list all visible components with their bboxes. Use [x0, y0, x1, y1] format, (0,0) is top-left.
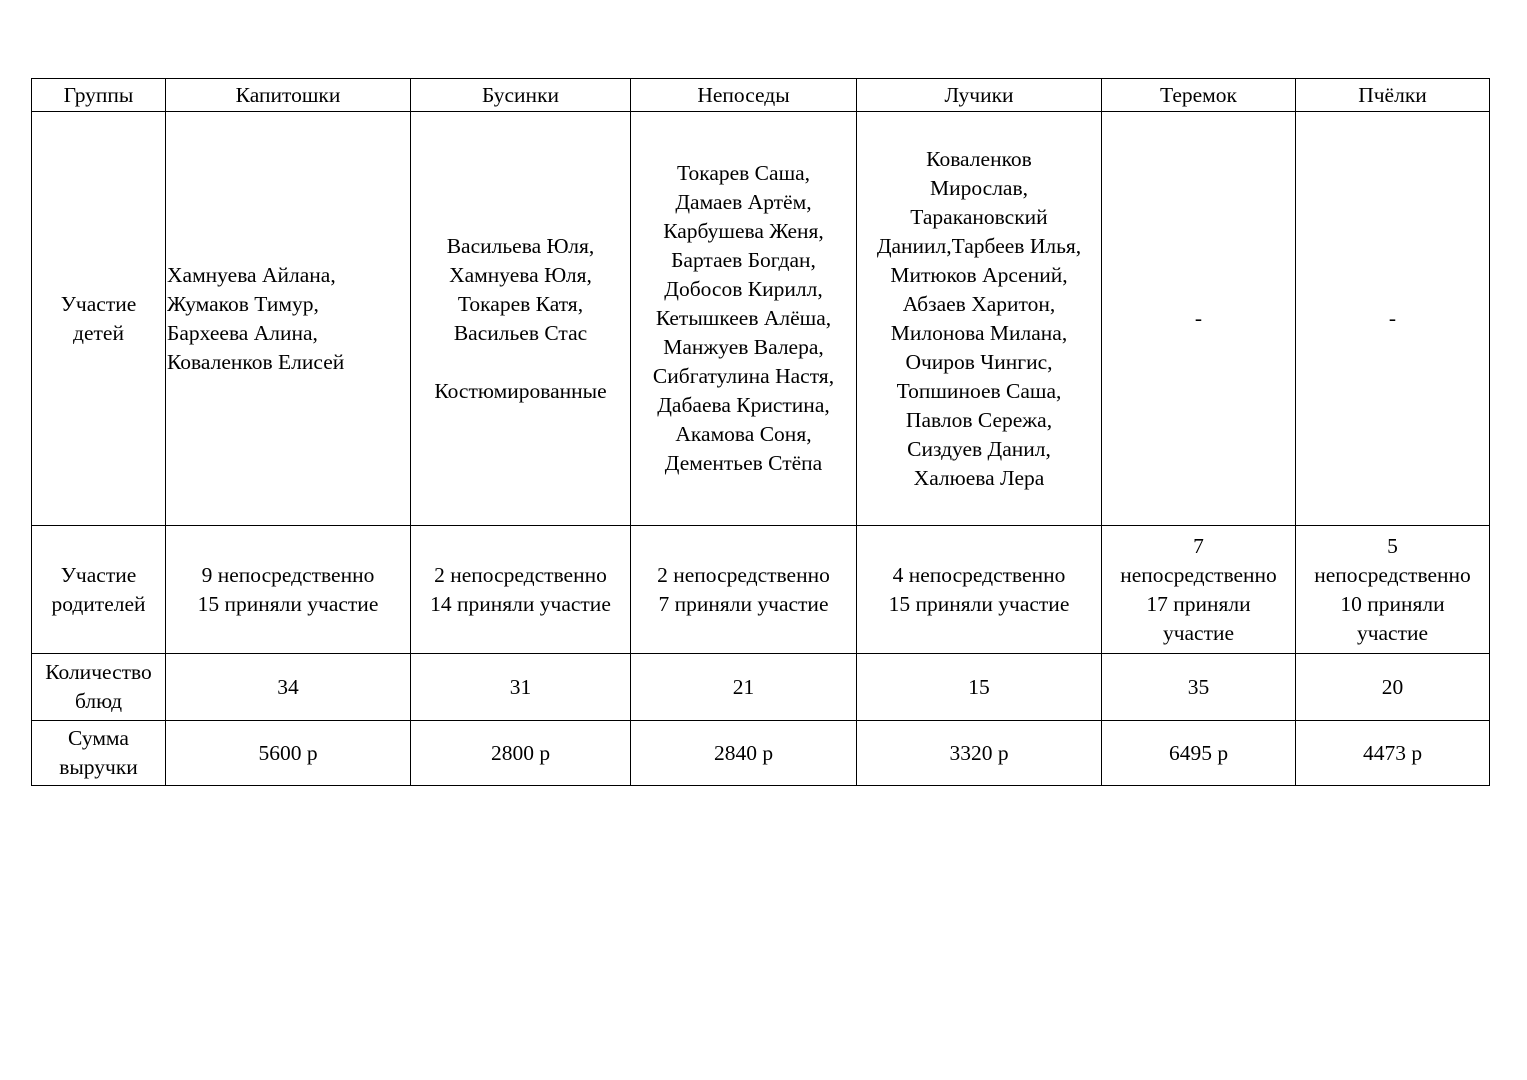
header-label: Группы — [32, 79, 166, 112]
child-name: Дабаева Кристина, — [657, 393, 830, 417]
dishes-value: 35 — [1102, 654, 1296, 721]
revenue-value: 4473 р — [1296, 721, 1490, 786]
parents-line: 7 приняли участие — [658, 591, 829, 616]
children-businki — [411, 112, 631, 526]
header-row — [32, 79, 1490, 112]
parents-line: участие — [1162, 620, 1235, 645]
child-name: Халюева Лера — [913, 465, 1045, 490]
parents-line: 2 непосредственно — [657, 562, 830, 587]
children-pchelki: - — [1296, 112, 1490, 526]
parents-line: 14 приняли участие — [430, 591, 611, 616]
parents-label-line: Участие — [60, 562, 137, 587]
revenue-value: 2840 р — [631, 721, 857, 786]
dishes-value: 34 — [166, 654, 411, 721]
dishes-label-line: блюд — [74, 689, 123, 713]
parents-luchiki — [857, 526, 1102, 654]
children-luchiki — [857, 112, 1102, 526]
dishes-row — [32, 654, 1490, 721]
revenue-value: 3320 р — [857, 721, 1102, 786]
parents-line: 4 непосредственно — [892, 562, 1066, 587]
child-name: Сибгатулина Настя, — [652, 364, 835, 388]
parents-line: 15 приняли участие — [197, 591, 379, 616]
children-teremok: - — [1102, 112, 1296, 526]
parents-pchelki — [1296, 526, 1490, 654]
parents-line: непосредственно — [1120, 562, 1277, 587]
dishes-value: 31 — [411, 654, 631, 721]
children-kapitoshki — [166, 112, 411, 526]
child-name: Коваленков Елисей — [167, 349, 345, 374]
parents-neposedy — [631, 526, 857, 654]
child-name: Милонова Милана, — [890, 320, 1068, 345]
parents-line: непосредственно — [1314, 562, 1471, 587]
child-name: Митюков Арсений, — [890, 262, 1068, 287]
parents-line: 5 — [1387, 533, 1398, 558]
revenue-label — [32, 721, 166, 786]
child-name: Дементьев Стёпа — [664, 451, 823, 475]
parents-line: 17 приняли — [1146, 591, 1251, 616]
child-name: Топшиноев Саша, — [896, 378, 1062, 403]
header-group-teremok: Теремок — [1102, 79, 1296, 112]
children-label-line: Участие — [60, 291, 137, 316]
child-name: Добосов Кирилл, — [664, 277, 823, 301]
results-table — [31, 78, 1490, 786]
header-group-kapitoshki: Капитошки — [166, 79, 411, 112]
dishes-label-line: Количество — [45, 660, 152, 684]
child-name: Кетышкеев Алёша, — [655, 306, 832, 330]
child-name: Павлов Сережа, — [905, 407, 1053, 432]
revenue-label-line: Сумма — [68, 726, 129, 750]
parents-line: 10 приняли — [1340, 591, 1445, 616]
child-name: Сиздуев Данил, — [907, 436, 1051, 461]
parents-line: 2 непосредственно — [434, 562, 607, 587]
parents-kapitoshki — [166, 526, 411, 654]
child-name: Токарев Саша, — [676, 161, 811, 185]
parents-label-line: родителей — [51, 591, 146, 616]
revenue-row — [32, 721, 1490, 786]
child-name: Мирослав, — [930, 175, 1028, 200]
child-name: Очиров Чингис, — [905, 349, 1053, 374]
parents-row — [32, 526, 1490, 654]
children-row — [32, 112, 1490, 526]
dishes-value: 21 — [631, 654, 857, 721]
child-name: Карбушева Женя, — [663, 219, 824, 243]
revenue-value: 5600 р — [166, 721, 411, 786]
revenue-value: 2800 р — [411, 721, 631, 786]
child-name: Даниил,Тарбеев Илья, — [876, 233, 1082, 258]
revenue-label-line: выручки — [59, 755, 138, 779]
child-name: Дамаев Артём, — [675, 190, 812, 214]
children-label — [32, 112, 166, 526]
dishes-value: 15 — [857, 654, 1102, 721]
child-name: Акамова Соня, — [675, 422, 812, 446]
dishes-value: 20 — [1296, 654, 1490, 721]
header-group-neposedy: Непоседы — [631, 79, 857, 112]
parents-line: 7 — [1193, 533, 1204, 558]
child-name: Бархеева Алина, — [167, 320, 318, 345]
children-label-line: детей — [73, 320, 124, 345]
parents-line: 9 непосредственно — [201, 562, 375, 587]
child-name: Абзаев Харитон, — [902, 291, 1056, 316]
spacer — [412, 348, 629, 377]
dishes-label — [32, 654, 166, 721]
child-name: Васильев Стас — [453, 320, 588, 345]
header-group-luchiki: Лучики — [857, 79, 1102, 112]
costume-note: Костюмированные — [434, 378, 607, 403]
parents-label — [32, 526, 166, 654]
children-neposedy — [631, 112, 857, 526]
child-name: Манжуев Валера, — [663, 335, 824, 359]
header-group-businki: Бусинки — [411, 79, 631, 112]
parents-line: участие — [1356, 620, 1429, 645]
child-name: Васильева Юля, — [446, 233, 595, 258]
parents-line: 15 приняли участие — [888, 591, 1070, 616]
child-name: Токарев Катя, — [457, 291, 584, 316]
child-name: Хамнуева Юля, — [449, 262, 592, 287]
header-group-pchelki: Пчёлки — [1296, 79, 1490, 112]
child-name: Хамнуева Айлана, — [167, 262, 336, 287]
revenue-value: 6495 р — [1102, 721, 1296, 786]
parents-businki — [411, 526, 631, 654]
child-name: Таракановский — [910, 204, 1048, 229]
child-name: Бартаев Богдан, — [671, 248, 816, 272]
parents-teremok — [1102, 526, 1296, 654]
child-name: Коваленков — [926, 146, 1032, 171]
child-name: Жумаков Тимур, — [167, 291, 319, 316]
